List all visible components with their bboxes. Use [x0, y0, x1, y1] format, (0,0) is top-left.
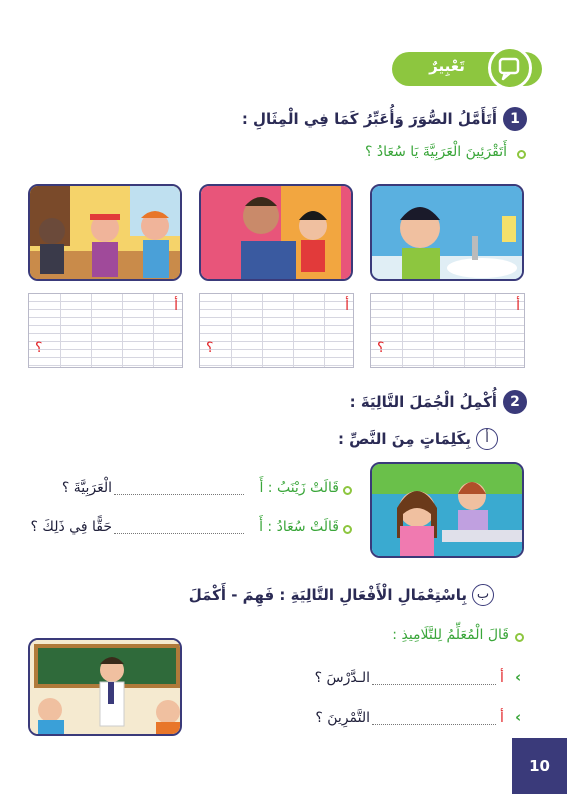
example-text: أَتَقْرَئِينَ الْعَرَبِيَّةَ يَا سُعَادُ ؟ — [364, 144, 507, 160]
line-b1-start: أ — [500, 670, 504, 686]
question-number-2: 2 — [503, 390, 527, 414]
bullet-icon — [515, 633, 524, 642]
chevron-left-icon: ‹ — [515, 708, 522, 726]
picture-girls-at-desk — [370, 462, 524, 558]
box-3-end: ؟ — [377, 340, 385, 356]
answer-line-b1[interactable] — [372, 684, 496, 685]
line-b1-ending: الـدَّرْسَ ؟ — [314, 670, 370, 686]
box-2-end: ؟ — [206, 340, 214, 356]
question-number-1: 1 — [503, 107, 527, 131]
speech-bubble-icon — [488, 46, 532, 90]
question-1-instruction: أَتَأَمَّلُ الصُّوَرَ وَأُعَبِّرُ كَمَا فِي الْمِثَالِ : — [241, 110, 497, 128]
box-2-start: أ — [345, 298, 349, 314]
line-b2-ending: التَّمْرِينَ ؟ — [315, 710, 370, 726]
line-b2-start: أ — [500, 710, 504, 726]
picture-boys-arguing — [28, 184, 182, 281]
sentence-a1-ending: الْعَرَبِيَّةَ ؟ — [61, 480, 112, 496]
picture-boy-washing-hands — [370, 184, 524, 281]
writing-box-2[interactable] — [199, 293, 354, 368]
page-number: 10 — [512, 738, 567, 794]
part-b-intro: قَالَ الْمُعَلِّمُ لِلتَّلَامِيذِ : — [392, 627, 509, 643]
box-1-start: أ — [174, 298, 178, 314]
answer-line-b2[interactable] — [372, 724, 496, 725]
section-title: تَعْبِيرٌ — [429, 57, 465, 75]
answer-line-a1[interactable] — [114, 494, 244, 495]
part-a-label: بِكَلِمَاتٍ مِنَ النَّصِّ : — [337, 430, 471, 448]
picture-boy-at-door — [199, 184, 353, 281]
box-1-end: ؟ — [35, 340, 43, 356]
writing-box-3[interactable] — [370, 293, 525, 368]
answer-line-a2[interactable] — [114, 533, 244, 534]
example-sentence — [207, 144, 507, 160]
picture-teacher-classroom — [28, 638, 182, 736]
chevron-left-icon: ‹ — [515, 668, 522, 686]
writing-box-1[interactable] — [28, 293, 183, 368]
part-b-label: بِاسْتِعْمَالِ الْأَفْعَالِ التَّالِيَةِ : فَهِمَ - أَكْمَلَ — [188, 586, 467, 604]
part-b-marker: ب — [472, 584, 494, 606]
part-a-marker: أ — [476, 428, 498, 450]
bullet-icon — [343, 486, 352, 495]
bullet-icon — [343, 525, 352, 534]
question-2-instruction: أُكْمِلُ الْجُمَلَ التَّالِيَةَ : — [349, 393, 497, 411]
box-3-start: أ — [516, 298, 520, 314]
sentence-a2-speaker: قَالَتْ سُعَادُ : أَ — [259, 519, 339, 535]
sentence-a1-speaker: قَالَتْ زَيْنَبُ : أَ — [259, 480, 339, 496]
bullet-icon — [517, 150, 526, 159]
sentence-a2-ending: حَقًّا فِي ذَلِكَ ؟ — [30, 519, 112, 535]
